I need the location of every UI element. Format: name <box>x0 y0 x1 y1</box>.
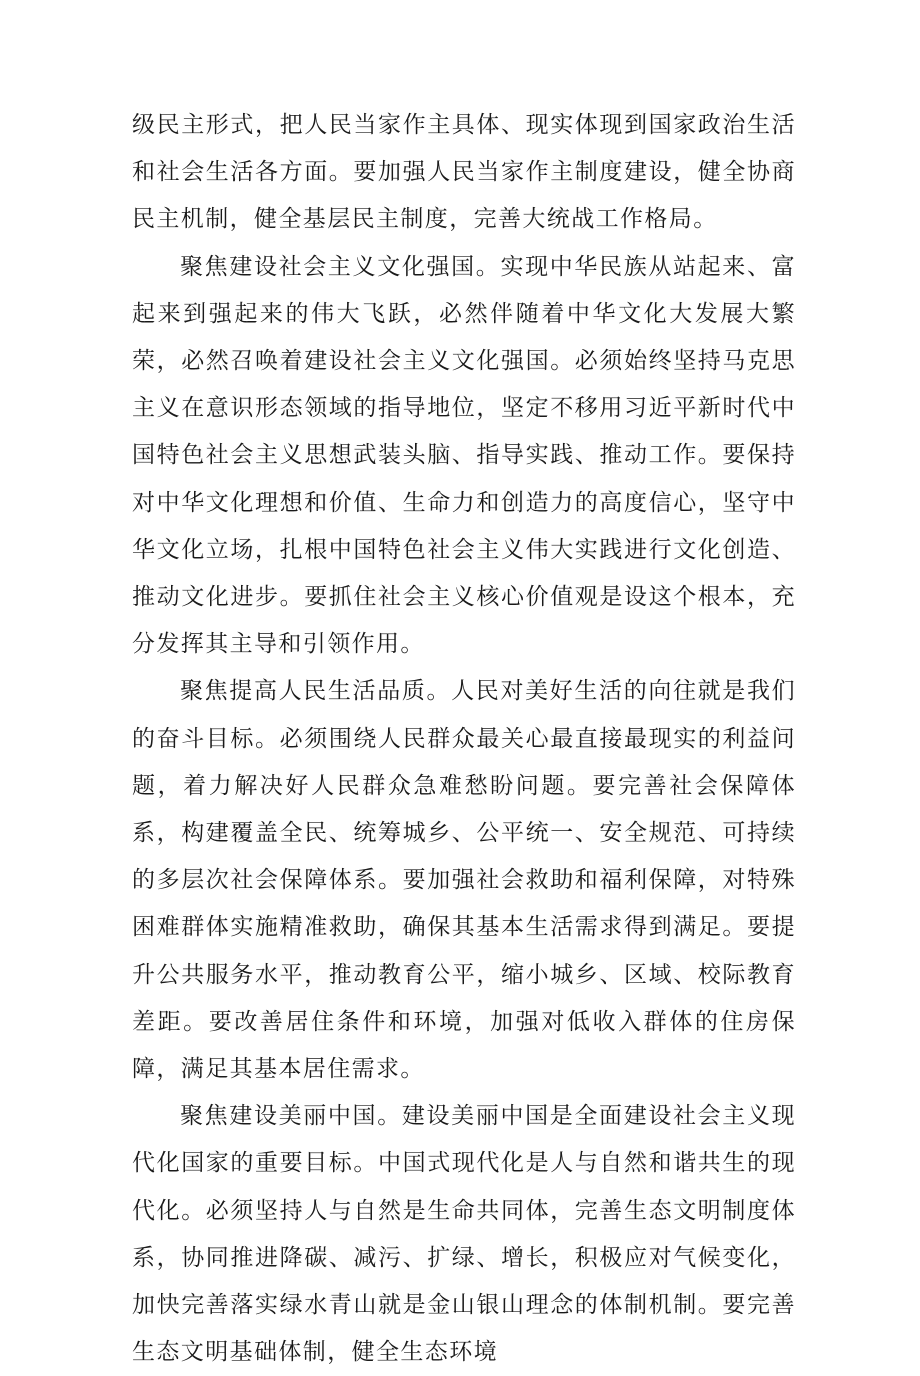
paragraph-livelihood: 聚焦提高人民生活品质。人民对美好生活的向往就是我们的奋斗目标。必须围绕人民群众最关心最直接最现实的利益问题，着力解决好人民群众急难愁盼问题。要完善社会保障体系，构建覆盖全民、统筹城乡、公平统一、安全规范、可持续的多层次社会保障体系。要加强社会救助和福利保障，对特殊困难群体实施精准救助，确保其基本生活需求得到满足。要提升公共服务水平，推动教育公平，缩小城乡、区域、校际教育差距。要改善居住条件和环境，加强对低收入群体的住房保障，满足其基本居住需求。 <box>132 678 796 1083</box>
paragraph-continuation: 级民主形式，把人民当家作主具体、现实体现到国家政治生活和社会生活各方面。要加强人民当家作主制度建设，健全协商民主机制，健全基层民主制度，完善大统战工作格局。 <box>132 112 796 233</box>
paragraph-beautiful-china: 聚焦建设美丽中国。建设美丽中国是全面建设社会主义现代化国家的重要目标。中国式现代化是人与自然和谐共生的现代化。必须坚持人与自然是生命共同体，完善生态文明制度体系，协同推进降碳、减污、扩绿、增长，积极应对气候变化，加快完善落实绿水青山就是金山银山理念的体制机制。要完善生态文明基础体制，健全生态环境 <box>132 1103 796 1366</box>
document-body <box>132 102 796 1376</box>
paragraph-culture: 聚焦建设社会主义文化强国。实现中华民族从站起来、富起来到强起来的伟大飞跃，必然伴随着中华文化大发展大繁荣，必然召唤着建设社会主义文化强国。必须始终坚持马克思主义在意识形态领域的指导地位，坚定不移用习近平新时代中国特色社会主义思想武装头脑、指导实践、推动工作。要保持对中华文化理想和价值、生命力和创造力的高度信心，坚守中华文化立场，扎根中国特色社会主义伟大实践进行文化创造、推动文化进步。要抓住社会主义核心价值观是设这个根本，充分发挥其主导和引领作用。 <box>132 253 796 658</box>
